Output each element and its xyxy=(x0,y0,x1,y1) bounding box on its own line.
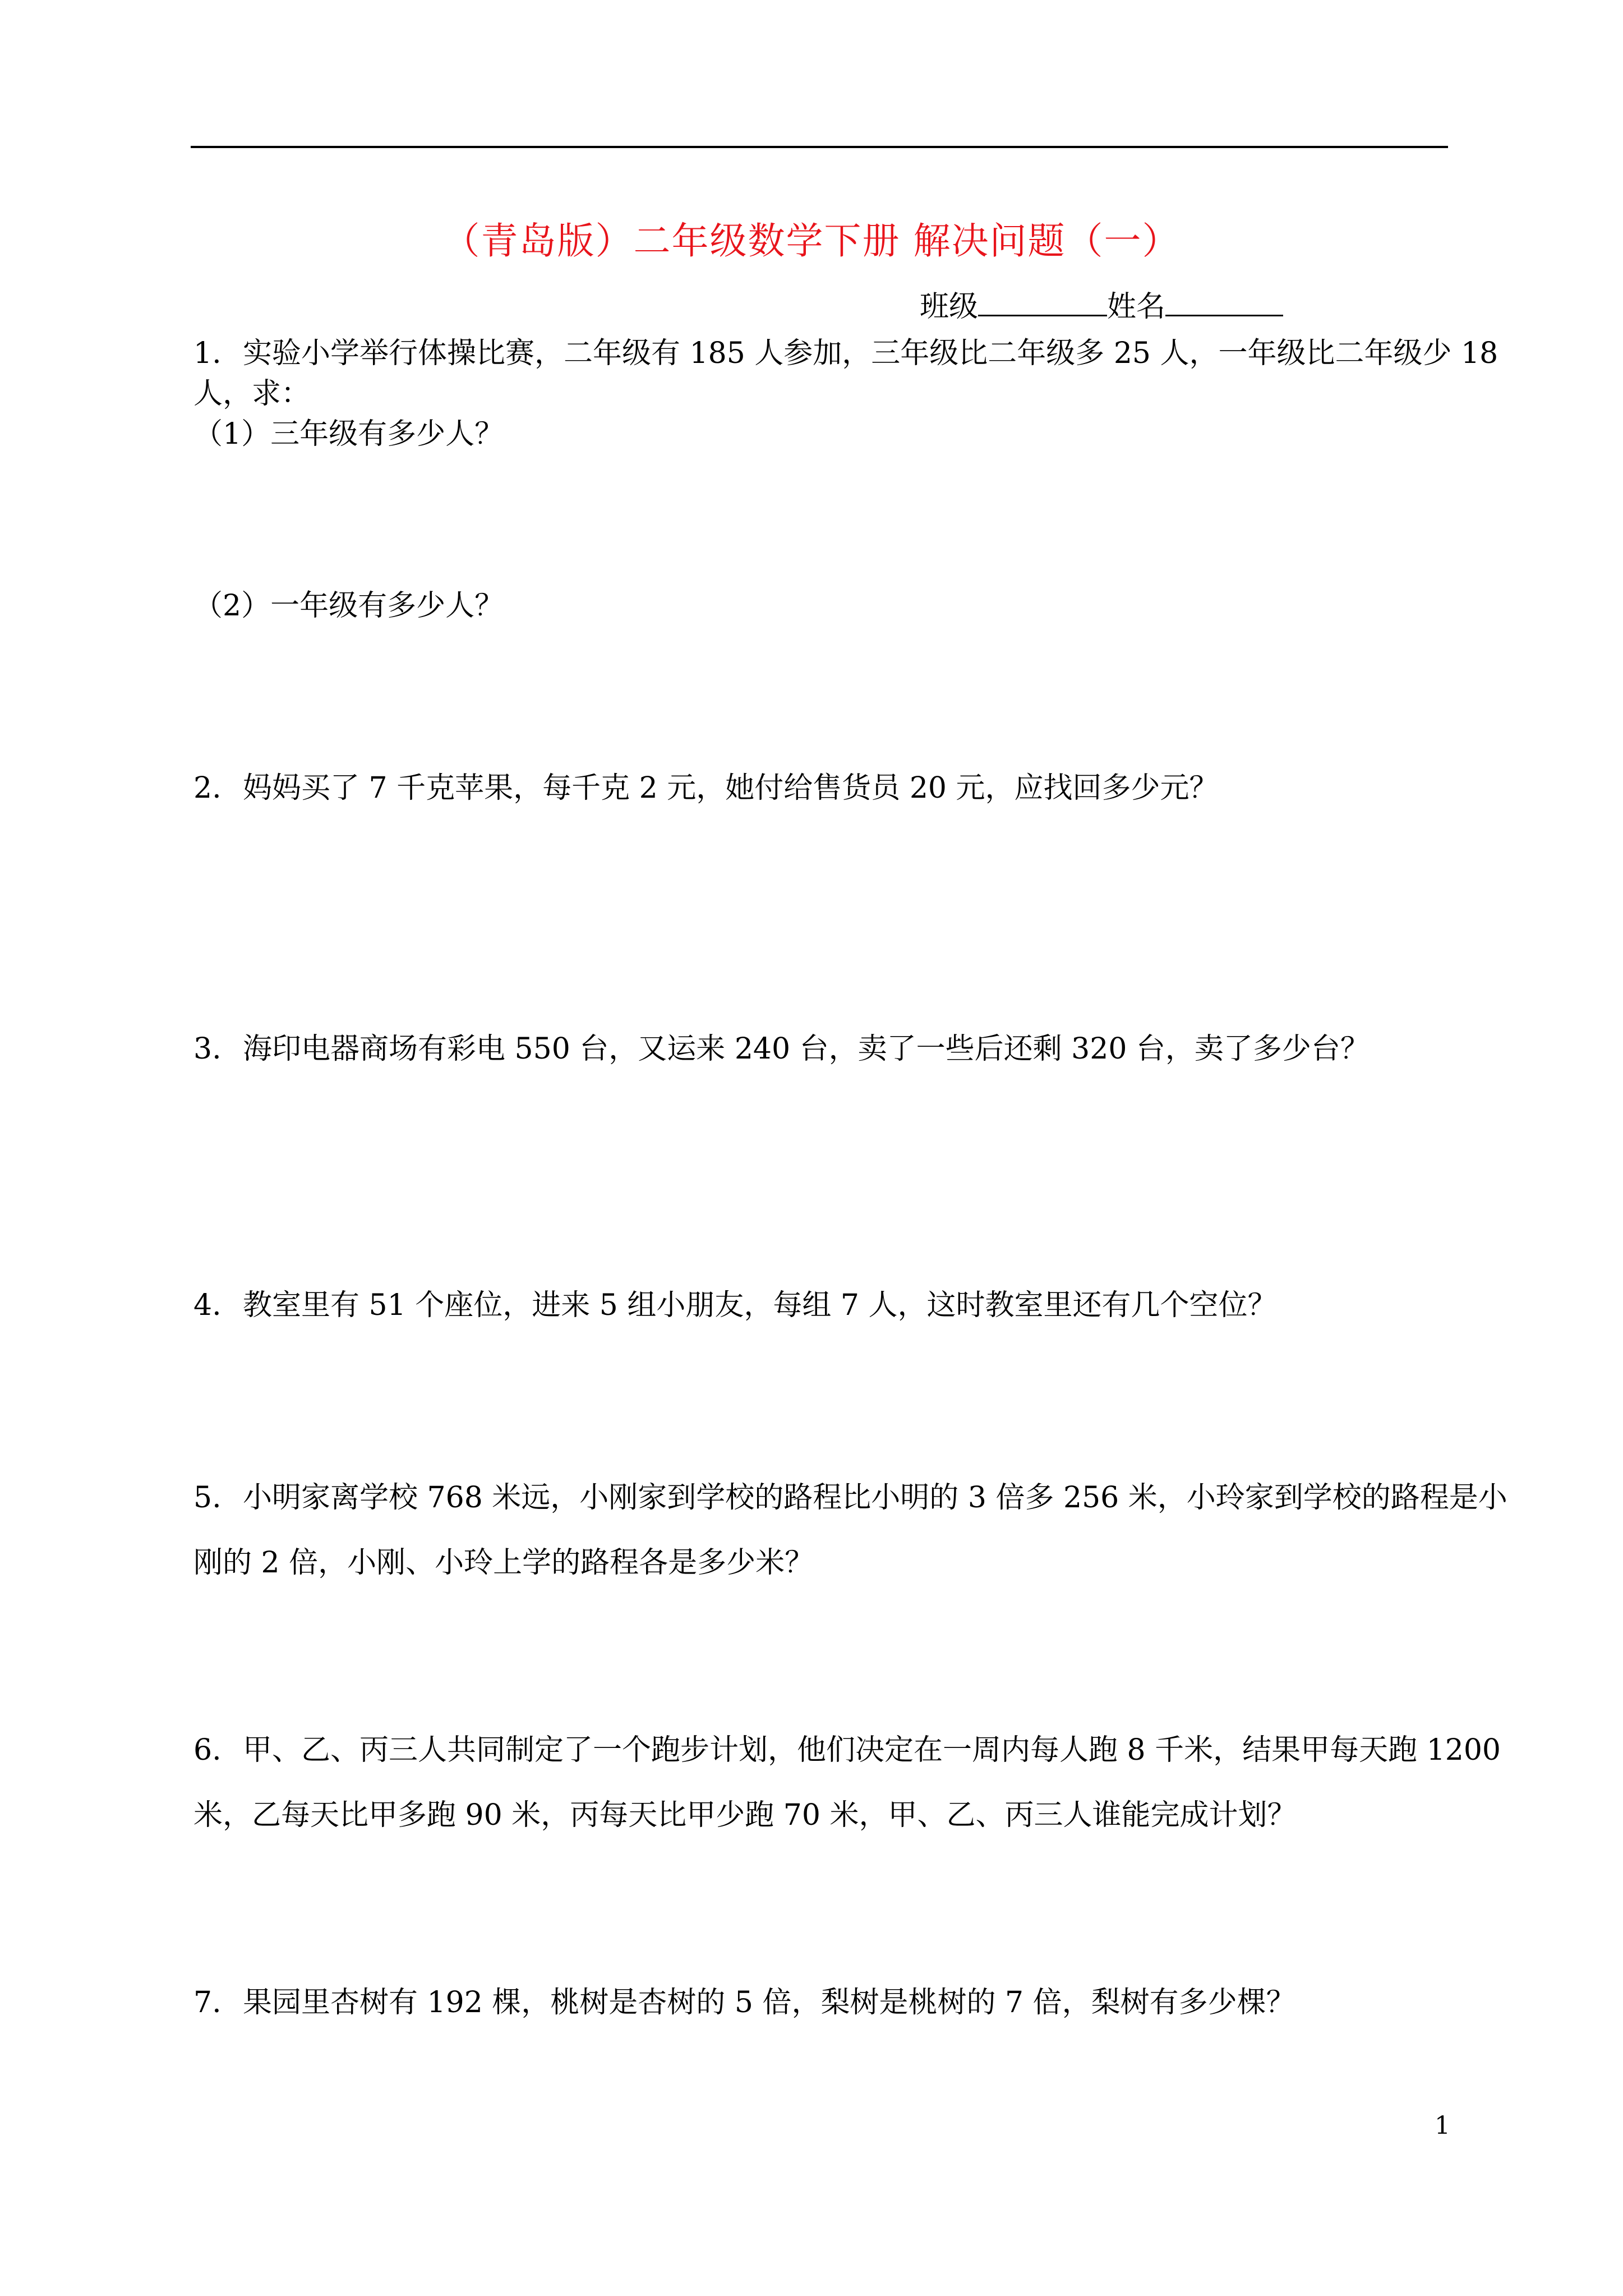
question-line xyxy=(193,325,1498,381)
question-number: 2. xyxy=(193,771,222,805)
question-text: 海印电器商场有彩电 550 台，又运来 240 台，卖了一些后还剩 320 台，卖了多少台？ xyxy=(243,1032,1370,1066)
question-text: 教室里有 51 个座位，进来 5 组小朋友，每组 7 人，这时教室里还有几个空位？ xyxy=(243,1289,1277,1322)
question-5 xyxy=(193,1470,1507,1591)
question-line: 米，乙每天比甲多跑 90 米，丙每天比甲少跑 70 米，甲、乙、丙三人谁能完成计划？ xyxy=(193,1798,1297,1832)
question-text: 实验小学举行体操比赛，二年级有 185 人参加，三年级比二年级多 25 人，一年级比二年级少 18 xyxy=(243,337,1498,370)
question-line: 人，求： xyxy=(193,377,311,411)
name-blank[interactable] xyxy=(1165,283,1283,316)
question-number: 3. xyxy=(193,1032,222,1066)
name-label: 姓名 xyxy=(1107,290,1166,324)
class-label: 班级 xyxy=(920,290,979,324)
question-line xyxy=(193,1722,1501,1778)
question-number: 5. xyxy=(193,1481,222,1515)
page-number: 1 xyxy=(1435,2111,1450,2140)
sub-question-1: （1）三年级有多少人？ xyxy=(193,417,504,451)
question-text: 甲、乙、丙三人共同制定了一个跑步计划，他们决定在一周内每人跑 8 千米，结果甲每天跑 1200 xyxy=(243,1733,1501,1767)
question-text: 小明家离学校 768 米远，小刚家到学校的路程比小明的 3 倍多 256 米，小玲家到学校的路程是小 xyxy=(243,1481,1507,1515)
question-number: 6. xyxy=(193,1733,222,1767)
question-7 xyxy=(193,1975,1455,2031)
question-number: 4. xyxy=(193,1289,222,1322)
sub-question-2: （2）一年级有多少人？ xyxy=(193,589,504,623)
question-6 xyxy=(193,1722,1501,1843)
class-blank[interactable] xyxy=(978,283,1107,316)
question-text: 果园里杏树有 192 棵，桃树是杏树的 5 倍，梨树是桃树的 7 倍，梨树有多少棵？ xyxy=(243,1986,1295,2019)
question-2 xyxy=(193,760,1455,816)
question-number: 7. xyxy=(193,1986,222,2019)
question-text: 妈妈买了 7 千克苹果，每千克 2 元，她付给售货员 20 元，应找回多少元？ xyxy=(243,771,1219,805)
question-3 xyxy=(193,1021,1455,1077)
student-info xyxy=(920,283,1283,329)
question-4 xyxy=(193,1277,1455,1333)
header-rule xyxy=(191,146,1448,148)
question-line: 刚的 2 倍，小刚、小玲上学的路程各是多少米？ xyxy=(193,1546,814,1580)
page-title: （青岛版）二年级数学下册 解决问题（一） xyxy=(442,219,1181,263)
question-line xyxy=(193,1470,1507,1526)
question-1 xyxy=(193,325,1498,462)
question-number: 1. xyxy=(193,337,222,370)
